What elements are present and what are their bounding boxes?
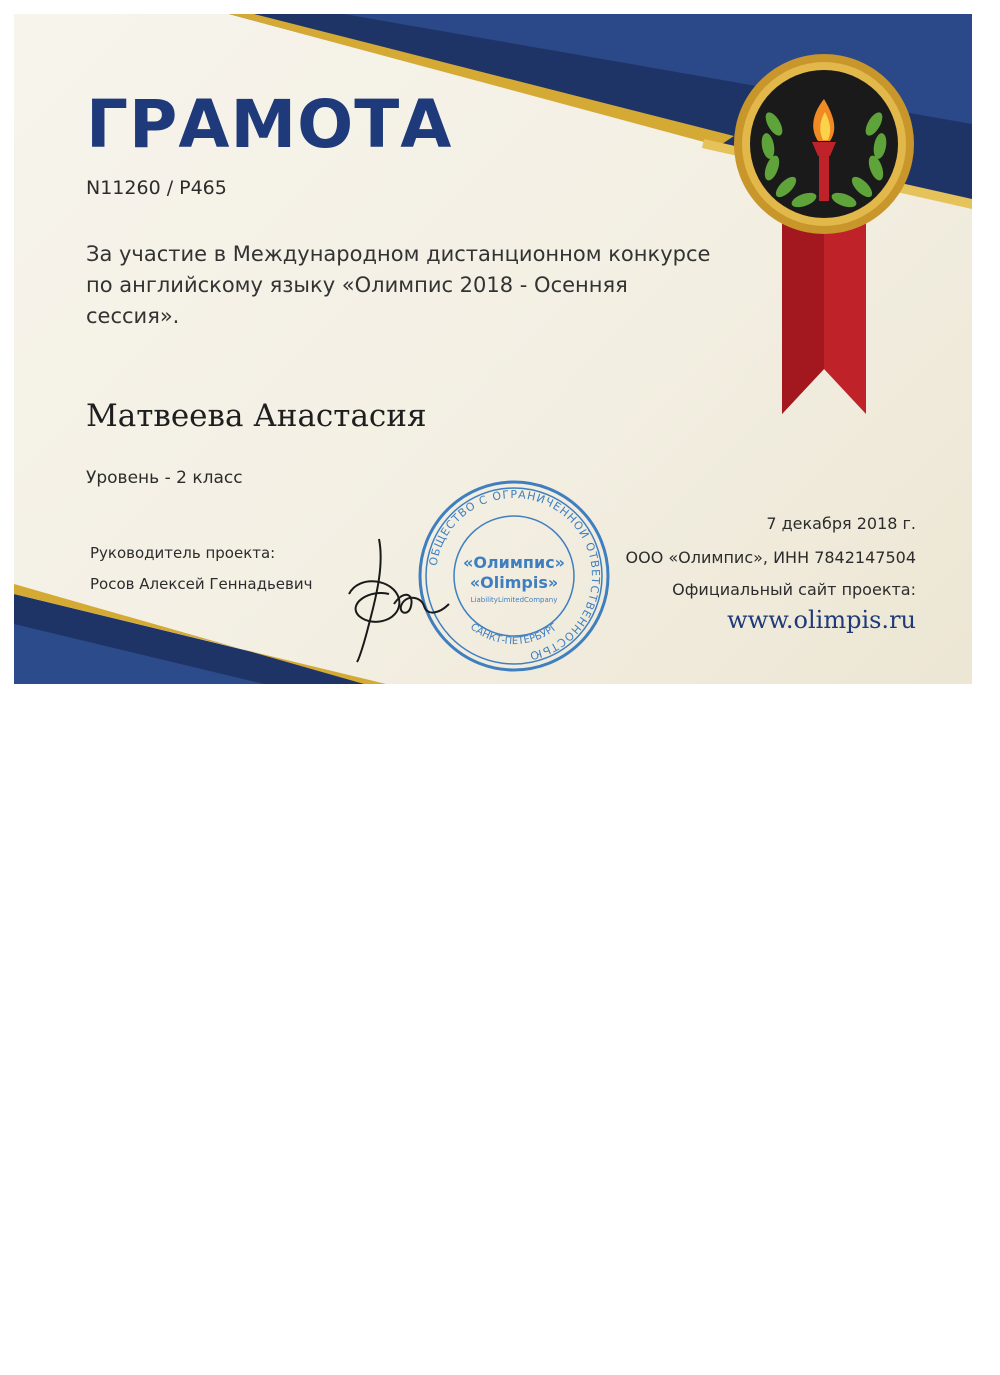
site-label: Официальный сайт проекта: <box>672 580 916 599</box>
svg-text:САНКТ-ПЕТЕРБУРГ <box>468 622 560 648</box>
handwritten-signature <box>339 534 459 664</box>
stamp-subtitle: LiabilityLimitedCompany <box>470 596 558 604</box>
issue-date: 7 декабря 2018 г. <box>766 514 916 533</box>
certificate-title: ГРАМОТА <box>86 86 453 163</box>
stamp-name-en: «Olimpis» <box>469 573 559 592</box>
level-text: Уровень - 2 класс <box>86 468 243 488</box>
torch-emblem <box>734 44 914 414</box>
organization-info: ООО «Олимпис», ИНН 7842147504 <box>625 548 916 567</box>
stamp-city: САНКТ-ПЕТЕРБУРГ <box>468 621 560 648</box>
certificate-description: За участие в Международном дистанционном конкурсе по английскому языку «Олимпис 2018 - Осенняя сессия». <box>86 242 711 328</box>
recipient-name: Матвеева Анастасия <box>86 398 427 434</box>
certificate <box>14 14 972 684</box>
site-url: www.olimpis.ru <box>727 606 916 634</box>
red-ribbon-shade <box>782 204 824 414</box>
stamp-ring-text: ОБЩЕСТВО С ОГРАНИЧЕННОЙ ОТВЕТСТВЕННОСТЬЮ <box>426 487 603 663</box>
stamp-name-ru: «Олимпис» <box>462 553 566 572</box>
certificate-number: N11260 / P465 <box>86 177 227 199</box>
leader-label: Руководитель проекта: <box>90 544 276 562</box>
leader-name: Росов Алексей Геннадьевич <box>90 575 313 593</box>
